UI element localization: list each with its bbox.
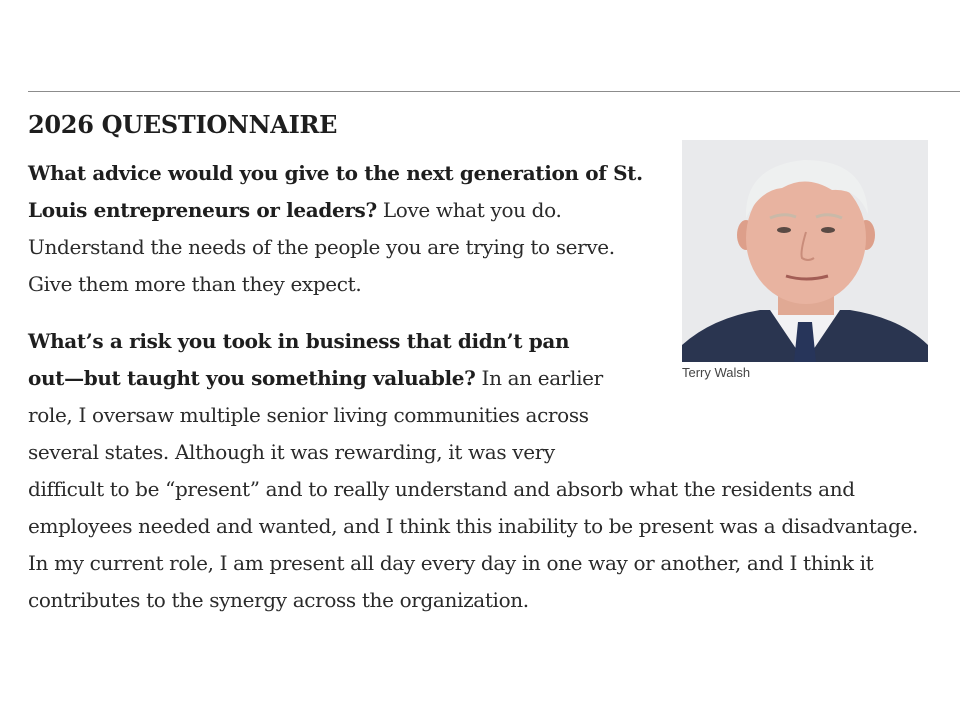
question-2: What’s a risk you took in business that didn’t pan out—but taught you something valuable? [28,329,570,390]
photo-caption: Terry Walsh [682,365,751,380]
qa-item-2 [28,323,938,619]
section-title: 2026 QUESTIONNAIRE [28,110,338,139]
headshot-photo [682,140,928,362]
answer-1: Love what you do. Understand the needs of the people you are trying to serve. Give them more than they expect. [28,198,615,296]
portrait-image [682,140,928,362]
question-1: What advice would you give to the next generation of St. Louis entrepreneurs or leaders? [28,161,643,222]
answer-2: In an earlier role, I oversaw multiple senior living communities across several states. Although it was rewarding, it was very difficult to be “present” and to really understand and absorb what the residents and employees needed and wanted, and I think this inability to be present was a disadvantage. In my current role, I am present all day every day in one way or another, and I think it contributes to the synergy across the organization. [28,366,919,612]
top-divider [28,91,960,92]
qa-item-1 [28,155,648,303]
